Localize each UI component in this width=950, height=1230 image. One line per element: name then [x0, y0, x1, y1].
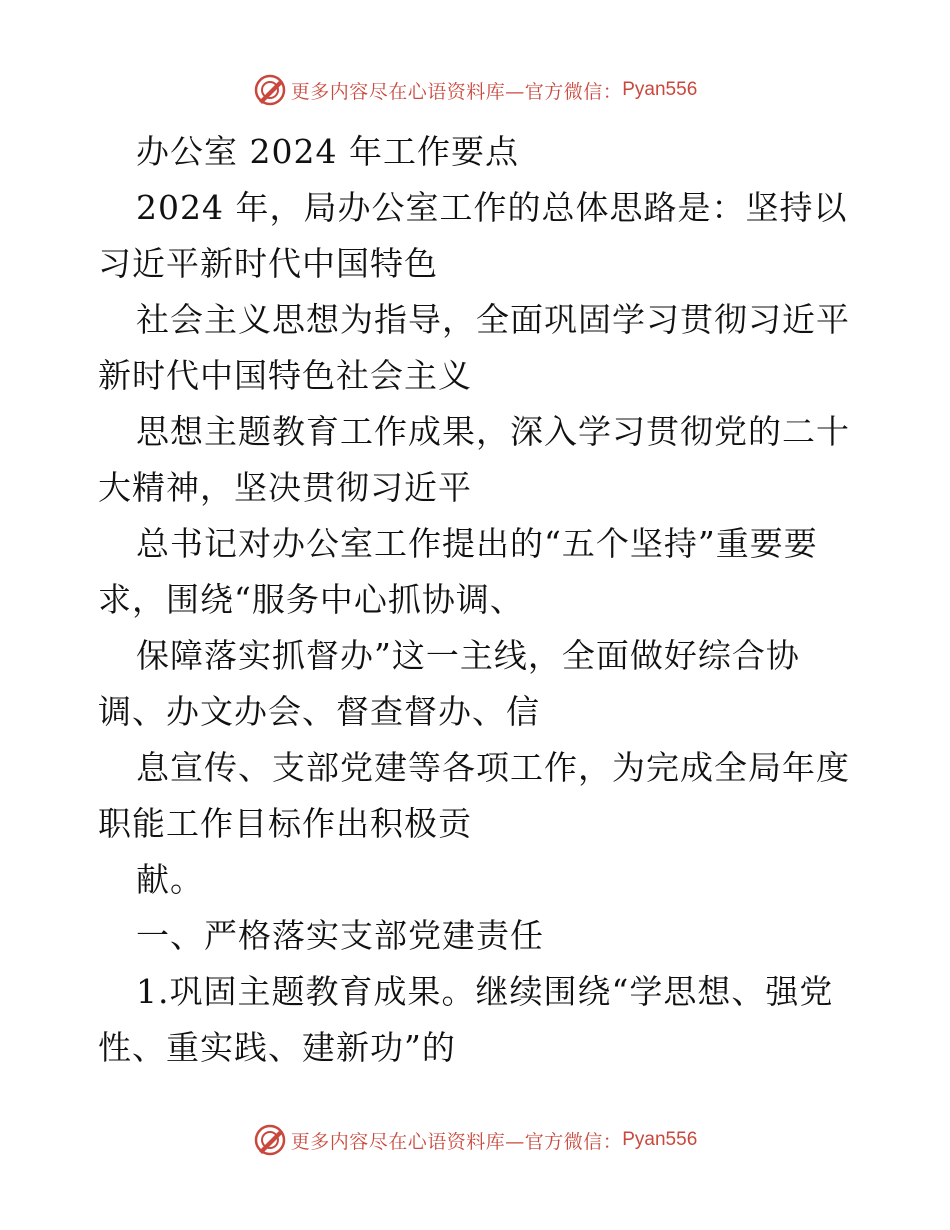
document-body	[98, 124, 858, 1076]
text-line: 性、重实践、建新功”的	[98, 1028, 456, 1067]
banner-wechat-id: Pyan556	[622, 1129, 698, 1150]
text-line: 求，围绕“服务中心抓协调、	[98, 580, 524, 619]
banner-wechat-id: Pyan556	[622, 79, 698, 100]
text-line: 保障落实抓督办”这一主线，全面做好综合协	[136, 636, 800, 675]
text-line: 息宣传、支部党建等各项工作，为完成全局年度	[136, 748, 850, 787]
section-heading: 一、严格落实支部党建责任	[136, 916, 544, 955]
logo-icon	[253, 73, 287, 107]
header-banner	[0, 70, 950, 110]
banner-text: 更多内容尽在心语资料库—官方微信：	[290, 80, 623, 103]
text-line: 新时代中国特色社会主义	[98, 356, 472, 395]
banner-text: 更多内容尽在心语资料库—官方微信：	[290, 1130, 623, 1153]
text-line: 社会主义思想为指导，全面巩固学习贯彻习近平	[136, 300, 850, 339]
text-line: 总书记对办公室工作提出的“五个坚持”重要要	[136, 524, 818, 563]
logo-icon	[253, 1123, 287, 1157]
document-title: 办公室 2024 年工作要点	[136, 132, 519, 171]
text-line: 2024 年，局办公室工作的总体思路是：坚持以	[136, 188, 848, 227]
text-line: 献。	[136, 860, 204, 899]
text-line: 思想主题教育工作成果，深入学习贯彻党的二十	[136, 412, 850, 451]
text-line: 习近平新时代中国特色	[98, 244, 438, 283]
text-line: 调、办文办会、督查督办、信	[98, 692, 540, 731]
text-line: 职能工作目标作出积极贡	[98, 804, 472, 843]
text-line: 大精神，坚决贯彻习近平	[98, 468, 472, 507]
text-line: 1.巩固主题教育成果。继续围绕“学思想、强党	[136, 972, 834, 1011]
footer-banner	[0, 1120, 950, 1160]
